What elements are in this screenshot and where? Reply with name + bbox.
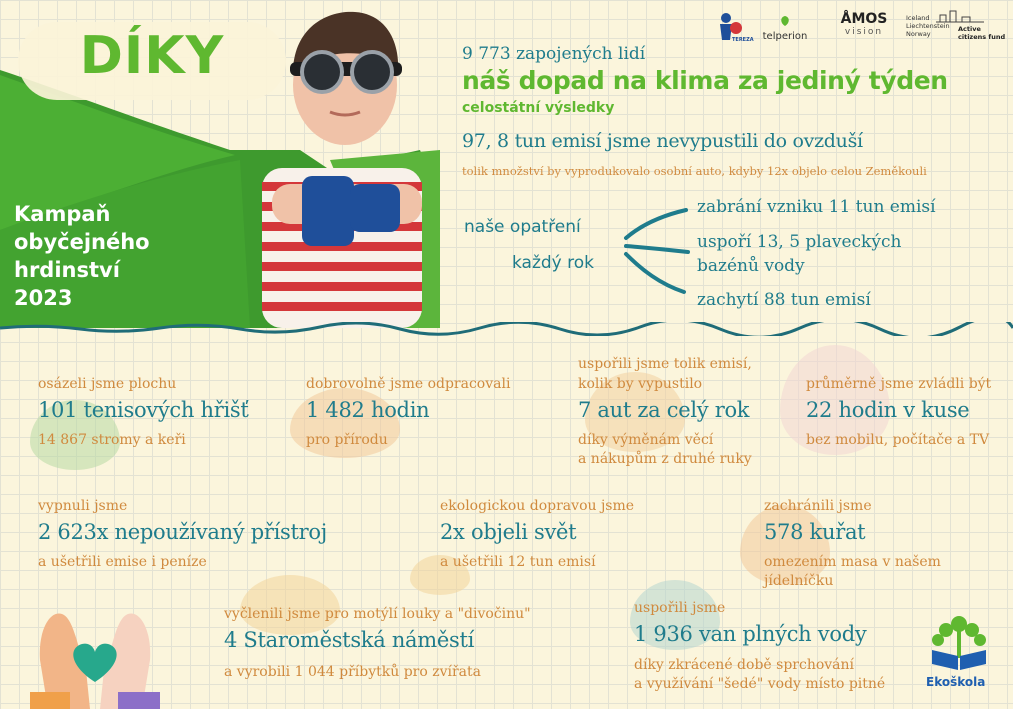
- stat-note: a ušetřili 12 tun emisí: [440, 554, 596, 570]
- tereza-logo: [714, 10, 754, 46]
- eea-country: Iceland: [906, 14, 930, 22]
- stat-note: jídelníčku: [764, 573, 834, 589]
- amos-logo: [838, 12, 890, 37]
- section-divider: [0, 322, 1013, 336]
- stat-value: 578 kuřat: [764, 520, 866, 544]
- stat-label: zachránili jsme: [764, 498, 872, 514]
- national-results: celostátní výsledky: [462, 100, 615, 116]
- stat-label: kolik by vypustilo: [578, 376, 703, 392]
- people-count: 9 773 zapojených lidí: [462, 44, 646, 64]
- stat-value: 2x objeli svět: [440, 520, 577, 544]
- stat-note: omezením masa v našem: [764, 554, 941, 570]
- amos-logo-subtext: vision: [844, 27, 884, 37]
- stat-note: a vyrobili 1 044 příbytků pro zvířata: [224, 664, 481, 680]
- stat-value: 2 623x nepoužívaný přístroj: [38, 520, 327, 544]
- ekoskola-logo-text: Ekoškola: [926, 675, 986, 689]
- emissions-comparison: tolik množství by vyprodukovalo osobní auto, kdyby 12x objelo celou Zeměkouli: [462, 164, 927, 178]
- campaign-line: 2023: [14, 286, 73, 310]
- stat-label: ekologickou dopravou jsme: [440, 498, 635, 514]
- campaign-line: obyčejného: [14, 230, 150, 254]
- campaign-line: hrdinství: [14, 258, 120, 282]
- stat-note: a ušetřili emise i peníze: [38, 554, 207, 570]
- campaign-name: [14, 200, 150, 312]
- hands-heart-illustration: [30, 600, 160, 709]
- stat-label: uspořili jsme: [634, 600, 726, 616]
- stat-note: a využívání "šedé" vody místo pitné: [634, 676, 886, 692]
- amos-logo-text: ÅMOS: [840, 11, 888, 27]
- measures-label-year: každý rok: [512, 253, 595, 273]
- measure-item: bazénů vody: [697, 256, 805, 276]
- leaf-decoration: [240, 575, 340, 635]
- stat-value: 101 tenisových hřišť: [38, 398, 249, 422]
- measures-label: [464, 217, 581, 237]
- campaign-line: Kampaň: [14, 202, 111, 226]
- stat-value: 4 Staroměstská náměstí: [224, 628, 475, 652]
- stat-note: díky výměnám věcí: [578, 432, 714, 448]
- telperion-logo-text: telperion: [762, 31, 808, 42]
- stat-label: uspořili jsme tolik emisí,: [578, 356, 752, 372]
- measures-brace: [620, 200, 700, 300]
- active-citizens-text: citizens fund: [958, 33, 1006, 41]
- measure-item: zachytí 88 tun emisí: [697, 290, 871, 310]
- eea-country: Norway: [906, 30, 931, 38]
- stat-label: osázeli jsme plochu: [38, 376, 177, 392]
- stat-note: bez mobilu, počítače a TV: [806, 432, 990, 448]
- stat-label: průměrně jsme zvládli být: [806, 376, 992, 392]
- eea-country: Liechtenstein: [906, 22, 950, 30]
- stat-value: 1 482 hodin: [306, 398, 430, 422]
- stat-note: a nákupům z druhé ruky: [578, 451, 752, 467]
- stat-note: pro přírodu: [306, 432, 388, 448]
- impact-headline: náš dopad na klima za jediný týden: [462, 66, 948, 95]
- measure-item: uspoří 13, 5 plaveckých: [697, 232, 902, 252]
- stat-note: 14 867 stromy a keři: [38, 432, 186, 448]
- stat-label: vypnuli jsme: [38, 498, 128, 514]
- stat-value: 7 aut za celý rok: [578, 398, 750, 422]
- stat-label: vyčlenili jsme pro motýlí louky a "divočinu": [224, 606, 531, 622]
- page-title: DÍKY: [79, 26, 225, 86]
- telperion-logo: [760, 12, 810, 42]
- ekoskola-tree-icon: [928, 610, 990, 672]
- emissions-saved: 97, 8 tun emisí jsme nevypustili do ovzduší: [462, 130, 863, 152]
- stat-label: dobrovolně jsme odpracovali: [306, 376, 511, 392]
- stat-value: 22 hodin v kuse: [806, 398, 970, 422]
- active-citizens-logo: [958, 25, 1005, 41]
- stat-value: 1 936 van plných vody: [634, 622, 867, 646]
- tereza-logo-text: TEREZA: [732, 37, 754, 43]
- stat-note: díky zkrácené době sprchování: [634, 657, 855, 673]
- measures-label-line: naše opatření: [464, 217, 581, 237]
- active-citizens-text: Active: [958, 25, 981, 33]
- measure-item: zabrání vzniku 11 tun emisí: [697, 197, 936, 217]
